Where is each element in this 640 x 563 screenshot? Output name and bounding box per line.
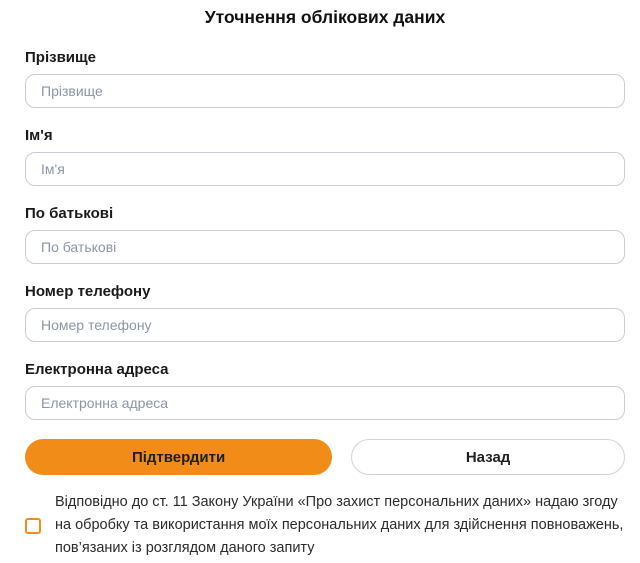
- email-label: Електронна адреса: [25, 361, 169, 378]
- confirm-button[interactable]: Підтвердити: [25, 439, 332, 475]
- surname-input[interactable]: [25, 74, 625, 108]
- phone-input[interactable]: [25, 308, 625, 342]
- first-name-label: Ім'я: [25, 127, 53, 144]
- field-group-email: [25, 361, 625, 420]
- back-button[interactable]: Назад: [351, 439, 625, 475]
- field-group-patronymic: [25, 205, 625, 264]
- email-input[interactable]: [25, 386, 625, 420]
- consent-row: [25, 491, 625, 560]
- consent-checkbox[interactable]: [25, 518, 41, 534]
- field-group-phone: [25, 283, 625, 342]
- patronymic-input[interactable]: [25, 230, 625, 264]
- first-name-input[interactable]: [25, 152, 625, 186]
- field-group-first-name: [25, 127, 625, 186]
- surname-label: Прізвище: [25, 49, 97, 66]
- page-title: Уточнення облікових даних: [204, 7, 446, 27]
- patronymic-label: По батькові: [25, 205, 114, 222]
- form-actions: [25, 439, 625, 475]
- consent-label[interactable]: Відповідно до ст. 11 Закону України «Про захист персональних даних» надаю згоду на обробку та використання моїх персональних даних для здійснення повноважень, пов’язаних із розглядом даного запиту: [55, 494, 624, 556]
- field-group-surname: [25, 49, 625, 108]
- phone-label: Номер телефону: [25, 283, 151, 300]
- account-details-form: [0, 7, 640, 560]
